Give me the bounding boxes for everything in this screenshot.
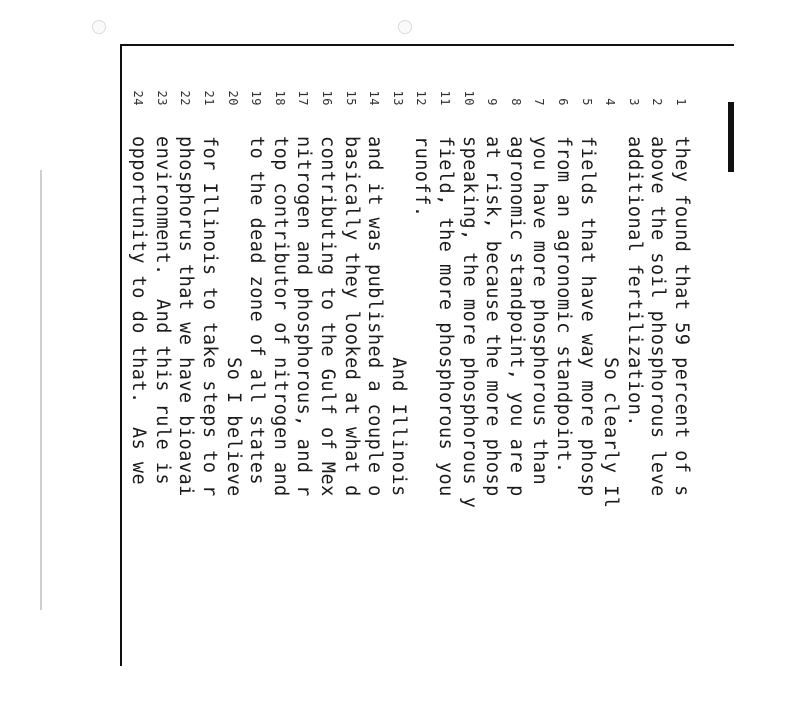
line-text: And Illinois [387,136,409,497]
line-number: 24 [131,90,146,106]
line-text: fields that have way more phosp [576,136,598,497]
line-number: 9 [485,98,500,106]
line-number: 1 [674,98,688,106]
line-number: 7 [532,98,547,106]
line-number: 11 [438,90,452,106]
line-text: you have more phosphorous than [529,136,551,486]
line-text: for Illinois to take steps to r [199,136,220,497]
line-text: to the dead zone of all states [246,136,268,486]
line-number: 21 [202,90,216,106]
line-text: above the soil phosphorous leve [647,136,669,497]
line-text: basically they looked at what d [340,136,362,497]
punch-hole-right [398,20,412,34]
line-number: 3 [626,98,641,106]
line-number: 22 [178,90,193,106]
line-text: So I believe [222,136,244,497]
line-number: 6 [556,98,570,106]
line-number: 13 [390,90,405,106]
line-number: 5 [579,98,594,106]
line-text: phosphorus that we have bioavai [175,136,197,497]
line-number: 16 [320,90,334,106]
scan-shadow-left [40,170,42,610]
line-text: runoff. [411,136,433,218]
line-text: additional fertilization. [623,136,645,427]
line-text: and it was published a couple o [364,136,386,497]
line-text: field, the more phosphorous you [435,136,456,497]
line-text: they found that 59 percent of s [671,136,692,497]
line-number: 8 [508,98,523,106]
line-text: environment. And this rule is [151,136,173,486]
line-text: agronomic standpoint, you are p [505,136,527,497]
line-number: 18 [272,90,287,106]
line-number: 20 [225,90,240,106]
line-text: at risk, because the more phosp [482,136,504,497]
line-number: 19 [249,90,264,106]
line-number: 4 [603,98,618,106]
line-number: 2 [650,98,665,106]
scanned-transcript-page [120,44,734,666]
line-text: So clearly Il [600,136,622,509]
line-text: speaking, the more phosphorous y [458,136,480,509]
line-text: opportunity to do that. As we [128,136,150,486]
line-number: 10 [461,90,476,106]
line-text: from an agronomic standpoint. [553,136,574,474]
line-text: contributing to the Gulf of Mex [317,136,338,497]
page-edge-mark [728,102,734,172]
line-number: 12 [414,90,429,106]
punch-hole-left [92,20,106,34]
line-number: 15 [343,90,358,106]
line-number: 17 [296,90,311,106]
line-number: 14 [367,90,382,106]
line-text: nitrogen and phosphorous, and r [293,136,315,497]
line-number: 23 [154,90,169,106]
line-text: top contributor of nitrogen and [269,136,291,497]
